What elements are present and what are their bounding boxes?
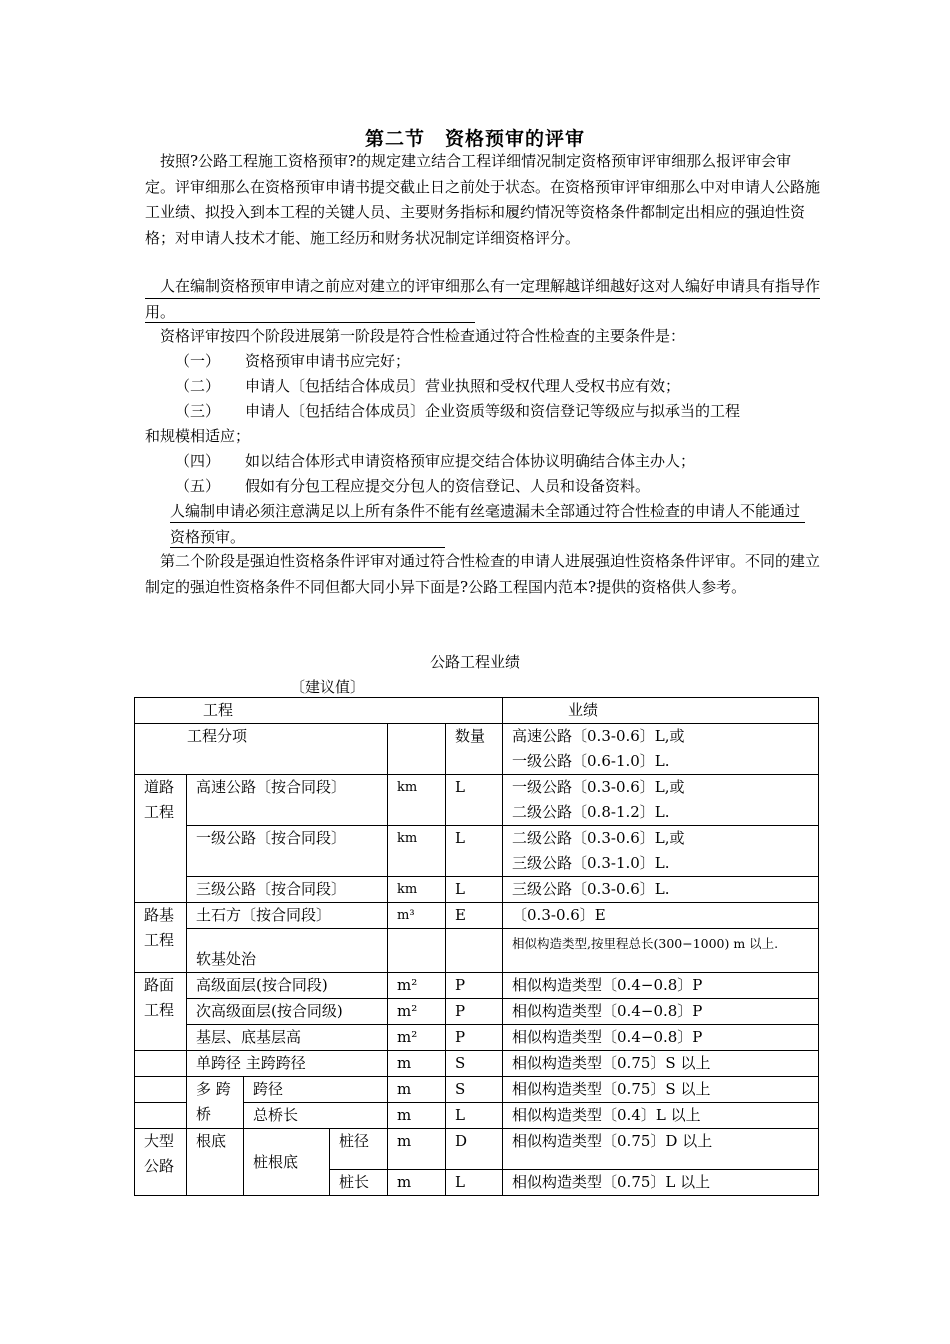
- cell-line: 一级公路〔0.3-0.6〕L,或: [512, 778, 685, 796]
- table-cell: [503, 775, 819, 826]
- unit: m: [388, 1129, 446, 1170]
- table-cell: [135, 1077, 187, 1103]
- item-name: 高级面层(按合同段): [187, 973, 388, 999]
- foundation: 根底: [187, 1129, 244, 1196]
- underline: [145, 298, 820, 299]
- table-cell: [135, 1051, 187, 1077]
- list-item: [175, 399, 740, 424]
- table-row: [135, 724, 819, 775]
- list-item-text: 如以结合体形式申请资格预审应提交结合体协议明确结合体主办人；: [245, 452, 696, 470]
- item-name: 三级公路〔按合同段〕: [187, 877, 388, 903]
- table-cell: [503, 826, 819, 877]
- header-project: 工程: [135, 698, 503, 724]
- item-name: 土石方〔按合同段〕: [187, 903, 388, 929]
- unit: m: [388, 1103, 446, 1129]
- header-breakdown: 工程分项: [135, 724, 388, 775]
- table-row: [135, 1077, 819, 1103]
- underline: [145, 322, 475, 323]
- cell-line: 高速公路〔0.3-0.6〕L,或: [512, 727, 685, 745]
- quantity: P: [446, 999, 503, 1025]
- list-item-continuation: 和规模相适应；: [145, 427, 251, 445]
- cell-line: 三级公路〔0.3-1.0〕L.: [512, 854, 670, 872]
- table-row: [135, 775, 819, 826]
- item-name: 桩径: [330, 1129, 388, 1170]
- table-subcaption: 〔建议值〕: [290, 678, 366, 696]
- unit: m³: [388, 903, 446, 929]
- performance: 相似构造类型〔0.4−0.8〕P: [503, 1025, 819, 1051]
- performance: 三级公路〔0.3-0.6〕L.: [503, 877, 819, 903]
- list-item: [175, 474, 650, 499]
- quantity: D: [446, 1129, 503, 1170]
- performance: 相似构造类型,按里程总长(300−1000) m 以上.: [503, 929, 819, 973]
- unit: m: [388, 1170, 446, 1196]
- category-road: 道路工程: [135, 775, 187, 903]
- item-name: 软基处治: [187, 929, 388, 973]
- list-item-number: （一）: [175, 352, 221, 370]
- cell-line: 二级公路〔0.8-1.2〕L.: [512, 803, 670, 821]
- item-name: 一级公路〔按合同段〕: [187, 826, 388, 877]
- paragraph-4: 人编制申请必须注意满足以上所有条件不能有丝毫遗漏未全部通过符合性检查的申请人不能通过资格预审。: [170, 502, 801, 546]
- list-item-text: 假如有分包工程应提交分包人的资信登记、人员和设备资料。: [245, 477, 651, 495]
- category-large-road: 大型公路: [135, 1129, 187, 1196]
- item-name: 跨径: [244, 1077, 388, 1103]
- table-cell: [135, 1103, 187, 1129]
- table-row: [135, 1051, 819, 1077]
- performance: 相似构造类型〔0.75〕S 以上: [503, 1077, 819, 1103]
- quantity: P: [446, 1025, 503, 1051]
- unit: m: [388, 1051, 446, 1077]
- quantity: L: [446, 1170, 503, 1196]
- quantity: P: [446, 973, 503, 999]
- table-row: [135, 973, 819, 999]
- table-row: [135, 1129, 819, 1170]
- table-row: [135, 903, 819, 929]
- paragraph-5: 第二个阶段是强迫性资格条件评审对通过符合性检查的申请人进展强迫性资格条件评审。不同的建立制定的强迫性资格条件不同但都大同小异下面是?公路工程国内范本?提供的资格供人参考。: [145, 552, 821, 596]
- category-subgrade: 路基工程: [135, 903, 187, 973]
- header-quantity: 数量: [446, 724, 503, 775]
- quantity: S: [446, 1077, 503, 1103]
- unit: km: [388, 826, 446, 877]
- item-name: 基层、底基层高: [187, 1025, 388, 1051]
- item-name: 次高级面层(按合同级): [187, 999, 388, 1025]
- underline: [170, 522, 805, 523]
- item-name: 总桥长: [244, 1103, 388, 1129]
- quantity: L: [446, 775, 503, 826]
- list-item: [175, 349, 410, 374]
- list-item: [175, 374, 680, 399]
- performance: 相似构造类型〔0.4−0.8〕P: [503, 999, 819, 1025]
- table-caption: 公路工程业绩: [429, 653, 520, 671]
- cell-line: 一级公路〔0.6-1.0〕L.: [512, 752, 670, 770]
- list-item-number: （三）: [175, 402, 221, 420]
- unit: m²: [388, 999, 446, 1025]
- list-item-text: 申请人〔包括结合体成员〕营业执照和受权代理人受权书应有效；: [245, 377, 681, 395]
- performance: 相似构造类型〔0.75〕D 以上: [503, 1129, 819, 1170]
- performance: 相似构造类型〔0.4〕L 以上: [503, 1103, 819, 1129]
- item-name: 单跨径 主跨跨径: [187, 1051, 388, 1077]
- unit: m²: [388, 973, 446, 999]
- underline: [170, 547, 445, 548]
- table-cell: [446, 929, 503, 973]
- table-cell: [503, 724, 819, 775]
- header-performance: 业绩: [503, 698, 819, 724]
- quantity: S: [446, 1051, 503, 1077]
- list-item-text: 申请人〔包括结合体成员〕企业资质等级和资信登记等级应与拟承当的工程: [245, 402, 741, 420]
- list-item-number: （五）: [175, 477, 221, 495]
- paragraph-3: 资格评审按四个阶段进展第一阶段是符合性检查通过符合性检查的主要条件是：: [160, 327, 686, 345]
- table-row: [135, 826, 819, 877]
- list-item-text: 资格预审申请书应完好；: [245, 352, 411, 370]
- item-name: 高速公路〔按合同段〕: [187, 775, 388, 826]
- quantity: L: [446, 877, 503, 903]
- performance: 相似构造类型〔0.4−0.8〕P: [503, 973, 819, 999]
- table-cell: [388, 929, 446, 973]
- unit: m: [388, 1077, 446, 1103]
- table-row: [135, 1025, 819, 1051]
- pile-foundation: 桩根底: [244, 1129, 330, 1196]
- table-row: [135, 877, 819, 903]
- list-item-number: （二）: [175, 377, 221, 395]
- section-title: 第二节 资格预审的评审: [364, 128, 585, 150]
- paragraph-2: 人在编制资格预审申请之前应对建立的评审细那么有一定理解越详细越好这对人编好申请具有指导作用。: [145, 277, 821, 321]
- quantity: L: [446, 826, 503, 877]
- table-row: [135, 698, 819, 724]
- table-cell: [388, 724, 446, 775]
- unit: m²: [388, 1025, 446, 1051]
- unit: km: [388, 877, 446, 903]
- unit: km: [388, 775, 446, 826]
- list-item: [175, 449, 695, 474]
- performance: 相似构造类型〔0.75〕S 以上: [503, 1051, 819, 1077]
- cell-line: 二级公路〔0.3-0.6〕L,或: [512, 829, 685, 847]
- list-item-number: （四）: [175, 452, 221, 470]
- quantity: L: [446, 1103, 503, 1129]
- item-name: 桩长: [330, 1170, 388, 1196]
- table-row: [135, 999, 819, 1025]
- quantity: E: [446, 903, 503, 929]
- multi-span-bridge: 多 跨桥: [187, 1077, 244, 1129]
- performance: 相似构造类型〔0.75〕L 以上: [503, 1170, 819, 1196]
- category-pavement: 路面工程: [135, 973, 187, 1051]
- performance-table: [134, 697, 819, 1196]
- paragraph-1: 按照?公路工程施工资格预审?的规定建立结合工程详细情况制定资格预审评审细那么报评审会审定。评审细那么在资格预审申请书提交截止日之前处于状态。在资格预审评审细那么中对申请人公路施工业绩、拟投入到本工程的关键人员、主要财务指标和履约情况等资格条件都制定出相应的强迫性资格；对申请人技术才能、施工经历和财务状况制定详细资格评分。: [145, 152, 821, 247]
- table-row: [135, 929, 819, 973]
- performance: 〔0.3-0.6〕E: [503, 903, 819, 929]
